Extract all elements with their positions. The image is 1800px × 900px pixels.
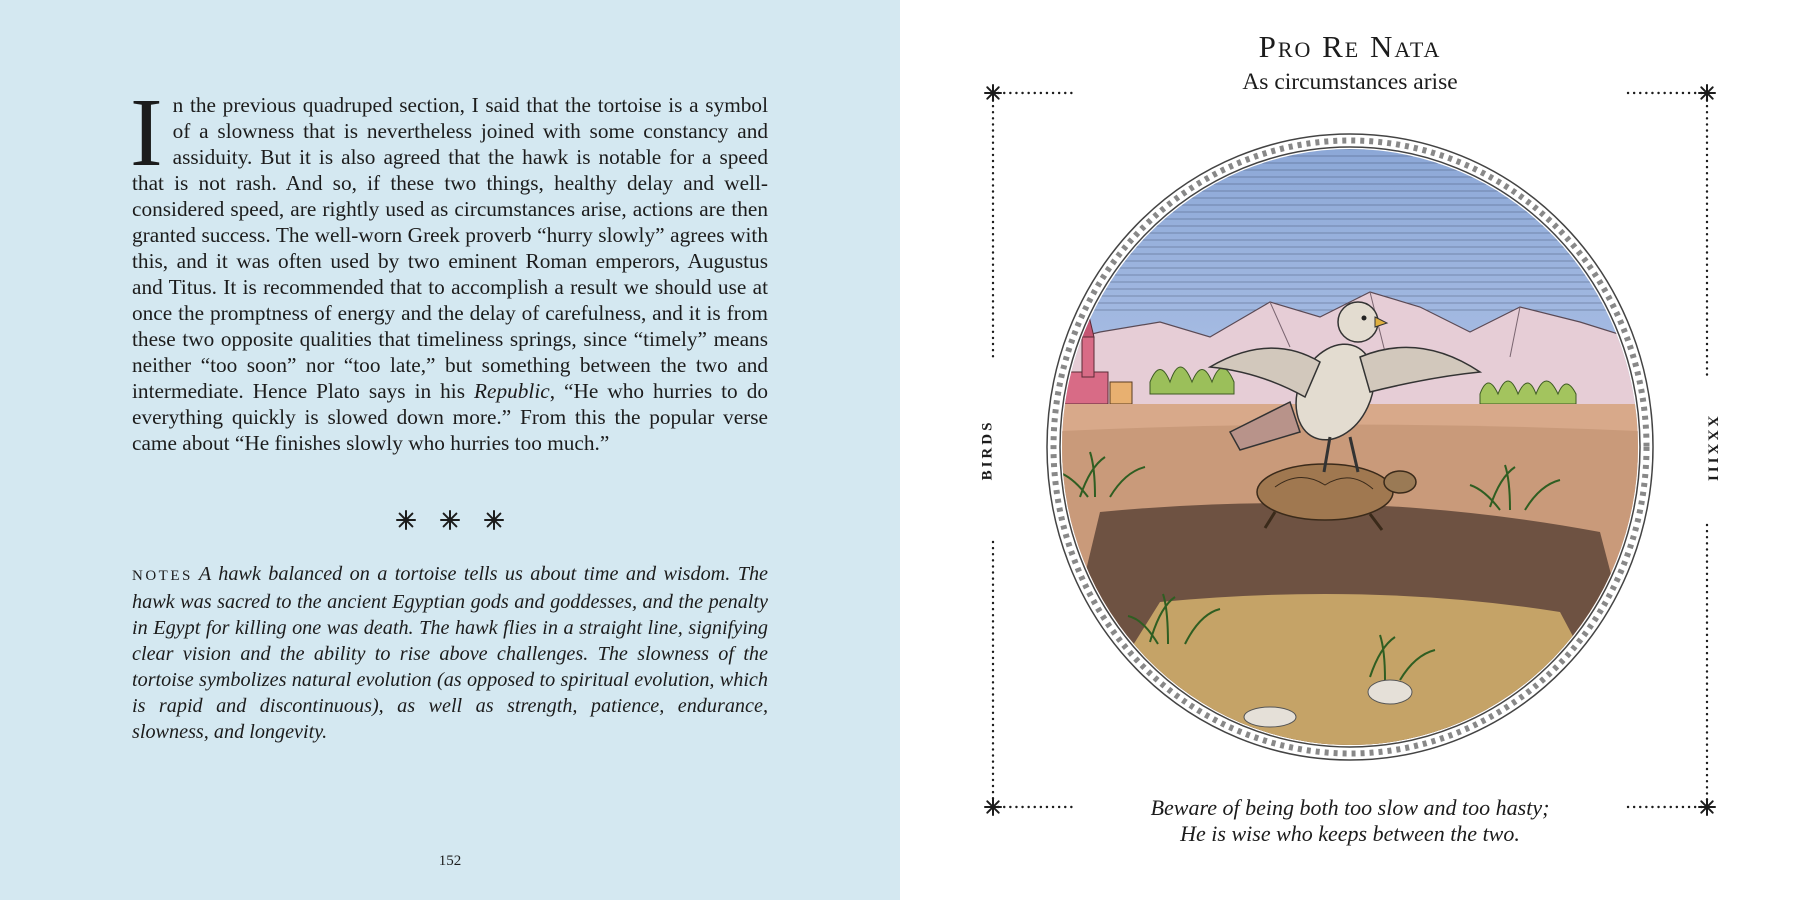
- asterisk-icon: [485, 511, 503, 529]
- section-divider: [390, 505, 510, 535]
- right-page: [900, 0, 1800, 900]
- drop-cap: I: [130, 79, 163, 187]
- body-text-part-1: n the previous quadruped section, I said that the tortoise is a symbol of a slowness that is nevertheless joined with some constancy and assiduity. But it is also agreed that the hawk is notable for a speed that is not rash. And so, if these two things, healthy delay and well-considered speed, are rightly used as circumstances arise, actions are then granted success. The well-worn Greek proverb “hurry slowly” agrees with this, and it was often used by two eminent Roman emperors, Augustus and Titus. It is recommended that to accomplish a result we should use at once the promptness of energy and the delay of carefulness, and it is from these two opposite qualities that timeliness springs, since “timely” means neither “too soon” nor “too late,” but something between the two and intermediate. Hence Plato says in his: [132, 93, 768, 403]
- body-text: [130, 79, 768, 456]
- asterisk-icon: [441, 511, 459, 529]
- emblem-scene: [1040, 132, 1660, 762]
- motto-line-1: Beware of being both too slow and too hasty;: [1150, 795, 1550, 820]
- corner-star-icon: [985, 85, 1001, 101]
- book-title-republic: Republic: [474, 379, 550, 403]
- notes-paragraph: [132, 561, 768, 745]
- corner-star-icon: [1699, 85, 1715, 101]
- page-number: 152: [438, 853, 462, 869]
- asterisk-icon: [397, 511, 415, 529]
- side-label-plate-number: XXXIII: [1704, 415, 1721, 485]
- body-text-part-2: , “He who hurries to do everything quickly is slowed down more.” From this the popular verse came about “He finishes slowly who hurries too much.”: [132, 379, 768, 455]
- notes-label: NOTES: [132, 568, 193, 584]
- emblem-illustration: [1040, 132, 1660, 762]
- notes-text: A hawk balanced on a tortoise tells us about time and wisdom. The hawk was sacred to the ancient Egyptian gods and goddesses, and the penalty in Egypt for killing one was death. The hawk flies in a straight line, signifying clear vision and the ability to rise above challenges. The slowness of the tortoise symbolizes natural evolution (as opposed to spiritual evolution, which is rapid and discontinuous), as well as strength, patience, endurance, slowness, and longevity.: [132, 563, 768, 743]
- motto: [900, 795, 1800, 847]
- plate-subtitle: As circumstances arise: [1242, 69, 1458, 95]
- plate-title: Pro Re Nata: [1258, 29, 1442, 64]
- side-label-birds: BIRDS: [979, 419, 996, 481]
- motto-line-2: He is wise who keeps between the two.: [1180, 821, 1520, 846]
